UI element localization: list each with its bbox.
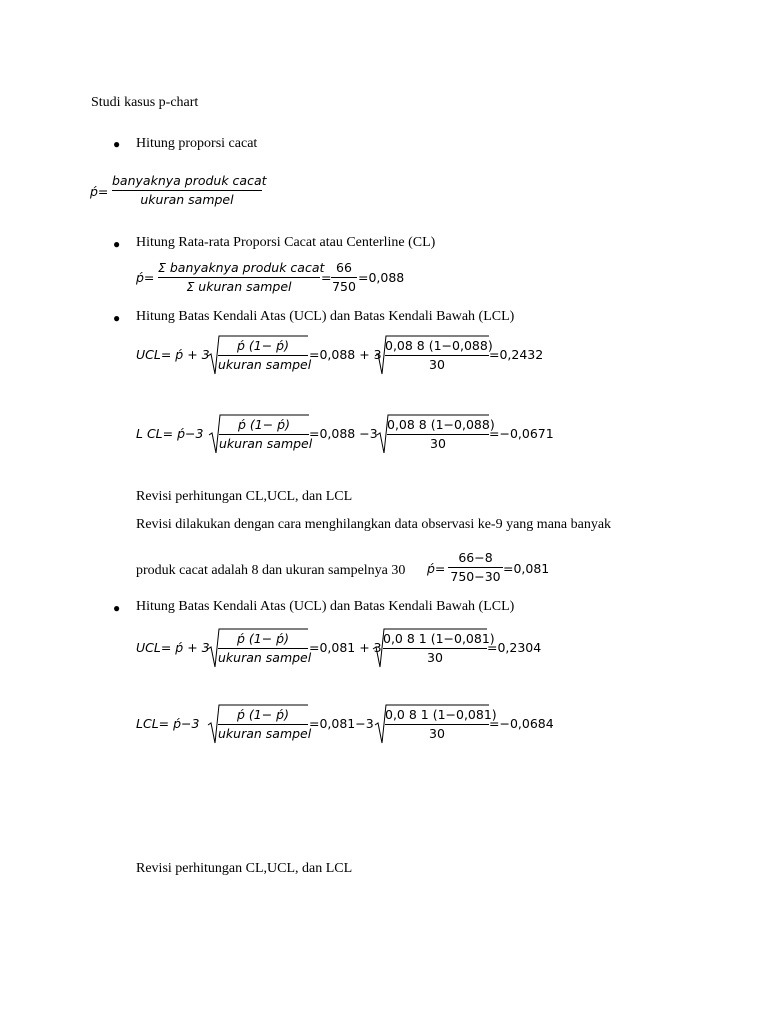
eq2-value-numerator: 66 — [336, 260, 352, 275]
lcl2-rad1-denominator: ukuran sampel — [218, 725, 312, 741]
bullet-ucl-lcl: Hitung Batas Kendali Atas (UCL) dan Batas Kendali Bawah (LCL) — [136, 309, 515, 324]
ucl2-radical-1 — [208, 627, 312, 669]
eq1-denominator: ukuran sampel — [140, 191, 234, 207]
bullet-marker: ● — [113, 137, 121, 151]
eq2-value-denominator: 750 — [332, 278, 356, 294]
eq1-fraction — [112, 173, 267, 207]
lcl1-radical-1 — [209, 413, 313, 455]
eq3-denominator: 750−30 — [450, 568, 501, 584]
lcl1-result: =−0,0671 — [489, 426, 554, 441]
ucl1-radical-1 — [208, 334, 312, 376]
eq2-result: =0,088 — [358, 270, 405, 285]
ucl2-rad2-numerator: 0,0 8 1 (1−0,081) — [383, 631, 495, 646]
revisi-description: Revisi dilakukan dengan cara menghilangkan data observasi ke-9 yang mana banyak — [136, 517, 612, 532]
lcl2-rad1-numerator: ṕ (1− ṕ) — [237, 707, 289, 722]
ucl1-lhs: UCL= ṕ + 3 — [136, 347, 210, 362]
eq1-lhs: ṕ= — [90, 184, 109, 199]
bullet-centerline: Hitung Rata-rata Proporsi Cacat atau Centerline (CL) — [136, 235, 436, 250]
eq3-result: =0,081 — [503, 561, 550, 576]
lcl1-mid: =0,088 −3 — [309, 426, 378, 441]
ucl2-lhs: UCL= ṕ + 3 — [136, 640, 210, 655]
eq2-equals: = — [321, 270, 332, 285]
bullet-proporsi-cacat: Hitung proporsi cacat — [136, 136, 258, 151]
ucl1-result: =0,2432 — [489, 347, 544, 362]
bullet-marker: ● — [113, 237, 121, 251]
ucl1-mid: =0,088 + 3 — [309, 347, 382, 362]
bullet-marker: ● — [113, 601, 121, 615]
eq3-fraction — [448, 552, 503, 583]
eq2-fraction-values — [331, 262, 357, 293]
bullet-marker: ● — [113, 311, 121, 325]
lcl2-rad2-numerator: 0,0 8 1 (1−0,081) — [385, 707, 497, 722]
revisi-heading-1: Revisi perhitungan CL,UCL, dan LCL — [136, 489, 353, 504]
lcl2-mid: =0,081−3 — [309, 716, 374, 731]
lcl1-rad1-denominator: ukuran sampel — [219, 435, 313, 451]
eq2-lhs: ṕ= — [136, 270, 155, 285]
document-title: Studi kasus p-chart — [91, 95, 199, 110]
ucl1-rad1-denominator: ukuran sampel — [218, 356, 312, 372]
ucl2-rad2-denominator: 30 — [427, 649, 443, 665]
eq3-numerator: 66−8 — [458, 550, 493, 565]
ucl1-rad1-numerator: ṕ (1− ṕ) — [237, 338, 289, 353]
lcl2-lhs: LCL= ṕ−3 — [136, 716, 200, 731]
eq2-denominator: Σ ukuran sampel — [186, 278, 292, 294]
eq2-fraction-sigma — [158, 260, 325, 294]
ucl2-mid: =0,081 + 3 — [309, 640, 382, 655]
ucl1-rad2-numerator: 0,08 8 (1−0,088) — [385, 338, 493, 353]
eq3-lhs: ṕ= — [427, 561, 446, 576]
lcl1-rad1-numerator: ṕ (1− ṕ) — [238, 417, 290, 432]
eq2-numerator: Σ banyaknya produk cacat — [158, 260, 325, 275]
ucl2-radical-2 — [373, 627, 495, 669]
lcl2-radical-2 — [375, 703, 497, 745]
revisi-heading-2: Revisi perhitungan CL,UCL, dan LCL — [136, 861, 353, 876]
lcl1-rad2-denominator: 30 — [430, 435, 446, 451]
revisi-line: produk cacat adalah 8 dan ukuran sampelnya 30 — [136, 563, 406, 578]
eq1-numerator: banyaknya produk cacat — [112, 173, 267, 188]
ucl1-radical-2 — [375, 334, 493, 376]
ucl2-result: =0,2304 — [487, 640, 542, 655]
ucl1-rad2-denominator: 30 — [429, 356, 445, 372]
bullet-ucl-lcl-revisi: Hitung Batas Kendali Atas (UCL) dan Batas Kendali Bawah (LCL) — [136, 599, 515, 614]
lcl1-lhs: L CL= ṕ−3 — [136, 426, 204, 441]
lcl2-radical-1 — [208, 703, 312, 745]
lcl1-rad2-numerator: 0,08 8 (1−0,088) — [387, 417, 495, 432]
lcl2-rad2-denominator: 30 — [429, 725, 445, 741]
lcl2-result: =−0,0684 — [489, 716, 554, 731]
ucl2-rad1-denominator: ukuran sampel — [218, 649, 312, 665]
lcl1-radical-2 — [377, 413, 495, 455]
ucl2-rad1-numerator: ṕ (1− ṕ) — [237, 631, 289, 646]
